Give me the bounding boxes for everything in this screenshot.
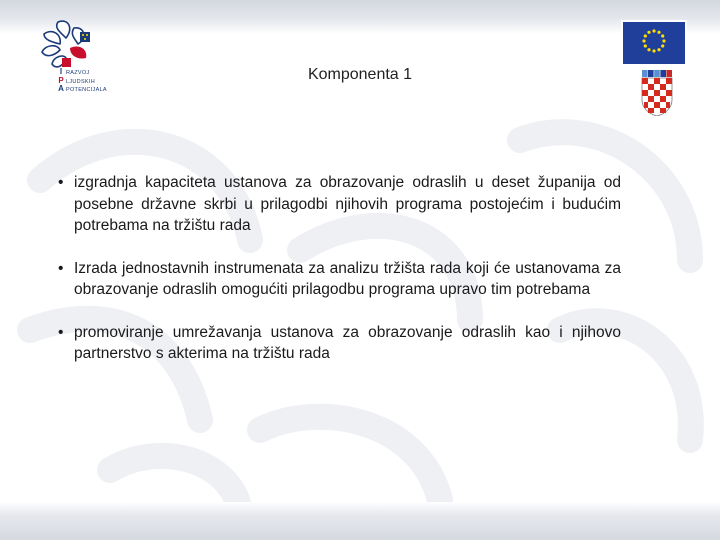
bullet-list [58, 172, 621, 386]
bullet-text: promoviranje umrežavanja ustanova za obrazovanje odraslih kao i njihovo partnerstvo s akterima na tržištu rada [74, 323, 621, 362]
logo-word-1: RAZVOJ [66, 70, 90, 76]
bullet-item [58, 172, 621, 237]
bullet-text: Izrada jednostavnih instrumenata za analizu tržišta rada koji će ustanovama za obrazovanje odraslih omogućiti prilagodbu programa upravo tim potrebama [74, 259, 621, 298]
slide-title: Komponenta 1 [307, 66, 413, 83]
logo-word-2: LJUDSKIH [66, 78, 95, 85]
croatian-coat-of-arms-icon [639, 70, 675, 116]
logo-word-3: POTENCIJALA [66, 87, 107, 93]
bullet-item [58, 258, 621, 301]
bullet-text: izgradnja kapaciteta ustanova za obrazovanje odraslih u deset županija od posebne državne skrbi u prilagodbi njihovih programa postojećim i budućim potrebama na tržištu rada [74, 174, 621, 234]
bullet-dot: • [58, 174, 64, 191]
eu-flag-icon [621, 20, 687, 66]
logo-letter-p: P [58, 75, 64, 85]
logo-letter-i: I [59, 67, 63, 76]
bullet-dot: • [58, 323, 64, 341]
logo-words [66, 69, 107, 95]
bottom-band [0, 502, 720, 540]
bullet-item [58, 322, 621, 365]
logo-letter-a: A [58, 84, 64, 93]
bullet-dot: • [58, 259, 64, 277]
